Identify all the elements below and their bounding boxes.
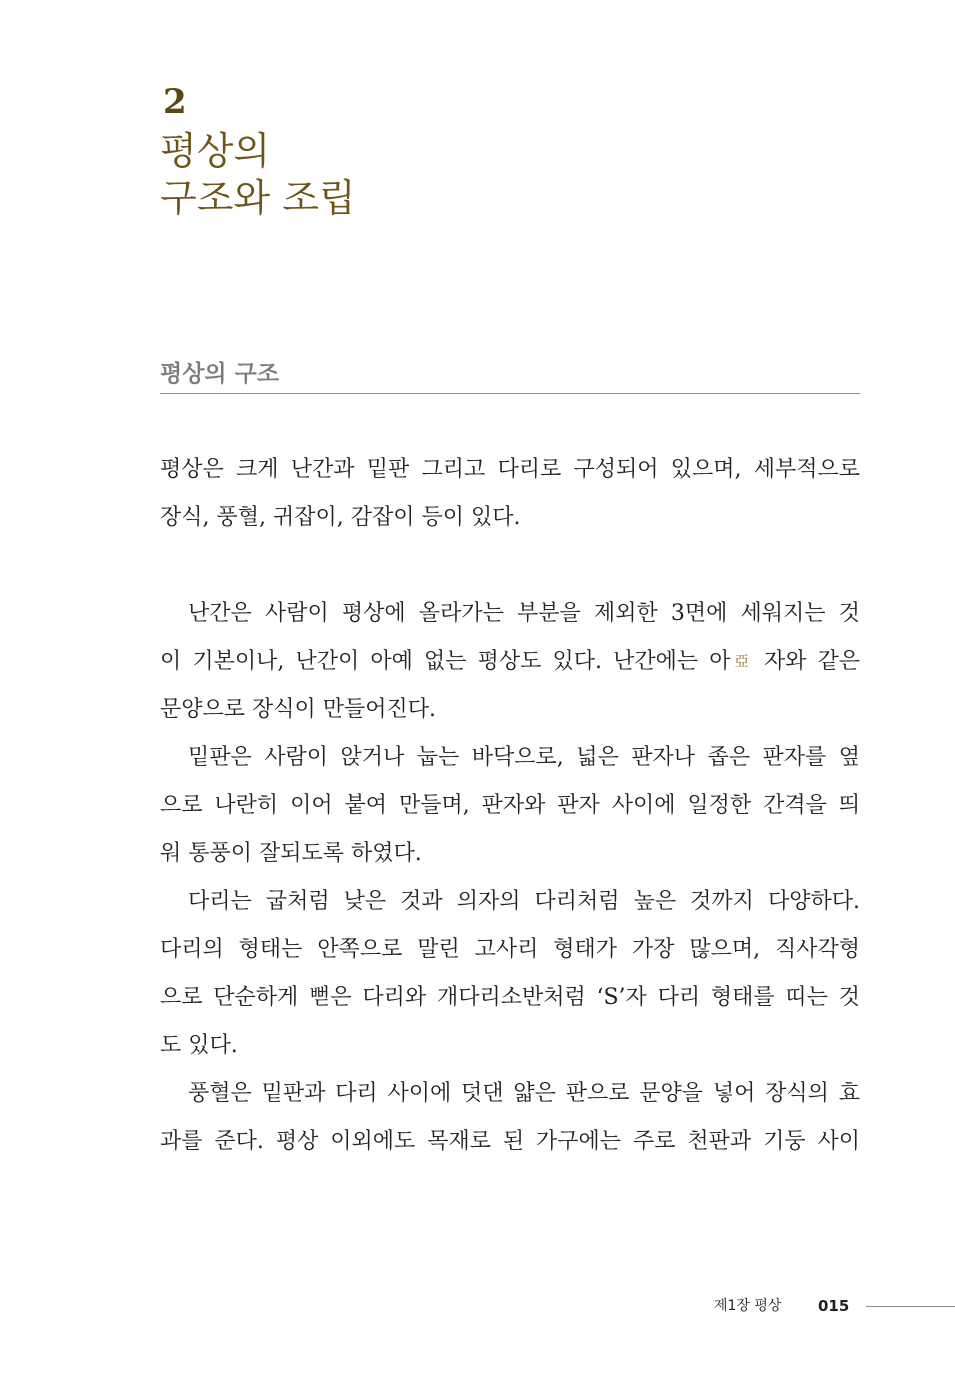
section-divider: [160, 393, 860, 394]
footer-rule: [866, 1306, 955, 1307]
paragraph-3-line-2: 다리의 형태는 안쪽으로 말린 고사리 형태가 가장 많으며, 직사각형: [160, 937, 860, 962]
section-heading: 평상의 구조: [160, 361, 280, 387]
intro-line-2: 장식, 풍혈, 귀잡이, 감잡이 등이 있다.: [160, 505, 521, 530]
paragraph-4-line-1: 풍혈은 밑판과 다리 사이에 덧댄 얇은 판으로 문양을 넣어 장식의 효: [188, 1081, 860, 1106]
hanja-annotation: 亞: [730, 654, 753, 670]
paragraph-1-line-3: 문양으로 장식이 만들어진다.: [160, 697, 437, 722]
chapter-title: [160, 128, 356, 222]
paragraph-3-line-1: 다리는 굽처럼 낮은 것과 의자의 다리처럼 높은 것까지 다양하다.: [188, 889, 860, 914]
intro-line-1: 평상은 크게 난간과 밑판 그리고 다리로 구성되어 있으며, 세부적으로: [160, 457, 860, 482]
paragraph-3-line-3: 으로 단순하게 뻗은 다리와 개다리소반처럼 ‘S’자 다리 형태를 띠는 것: [160, 985, 860, 1010]
chapter-number: 2: [163, 82, 187, 122]
body-paragraphs: [160, 590, 860, 1166]
paragraph-1-line-1: 난간은 사람이 평상에 올라가는 부분을 제외한 3면에 세워지는 것: [188, 601, 860, 626]
chapter-title-line-1: 평상의: [160, 129, 271, 173]
paragraph-1-line-2-text-b: 자와 같은: [752, 649, 861, 674]
paragraph-1-line-2-text-a: 이 기본이나, 난간이 아예 없는 평상도 있다. 난간에는 아: [160, 649, 731, 674]
chapter-title-line-2: 구조와 조립: [160, 176, 356, 220]
intro-paragraph: [160, 446, 860, 542]
paragraph-2-line-3: 워 통풍이 잘되도록 하였다.: [160, 841, 422, 866]
page-number: 015: [818, 1297, 850, 1315]
footer-chapter-label: 제1장 평상: [714, 1298, 782, 1314]
paragraph-2-line-2: 으로 나란히 이어 붙여 만들며, 판자와 판자 사이에 일정한 간격을 띄: [160, 793, 860, 818]
paragraph-3-line-4: 도 있다.: [160, 1033, 238, 1058]
paragraph-2-line-1: 밑판은 사람이 앉거나 눕는 바닥으로, 넓은 판자나 좁은 판자를 옆: [188, 745, 860, 770]
paragraph-4-line-2: 과를 준다. 평상 이외에도 목재로 된 가구에는 주로 천판과 기둥 사이: [160, 1129, 860, 1154]
paragraph-1-line-2: [160, 638, 860, 686]
